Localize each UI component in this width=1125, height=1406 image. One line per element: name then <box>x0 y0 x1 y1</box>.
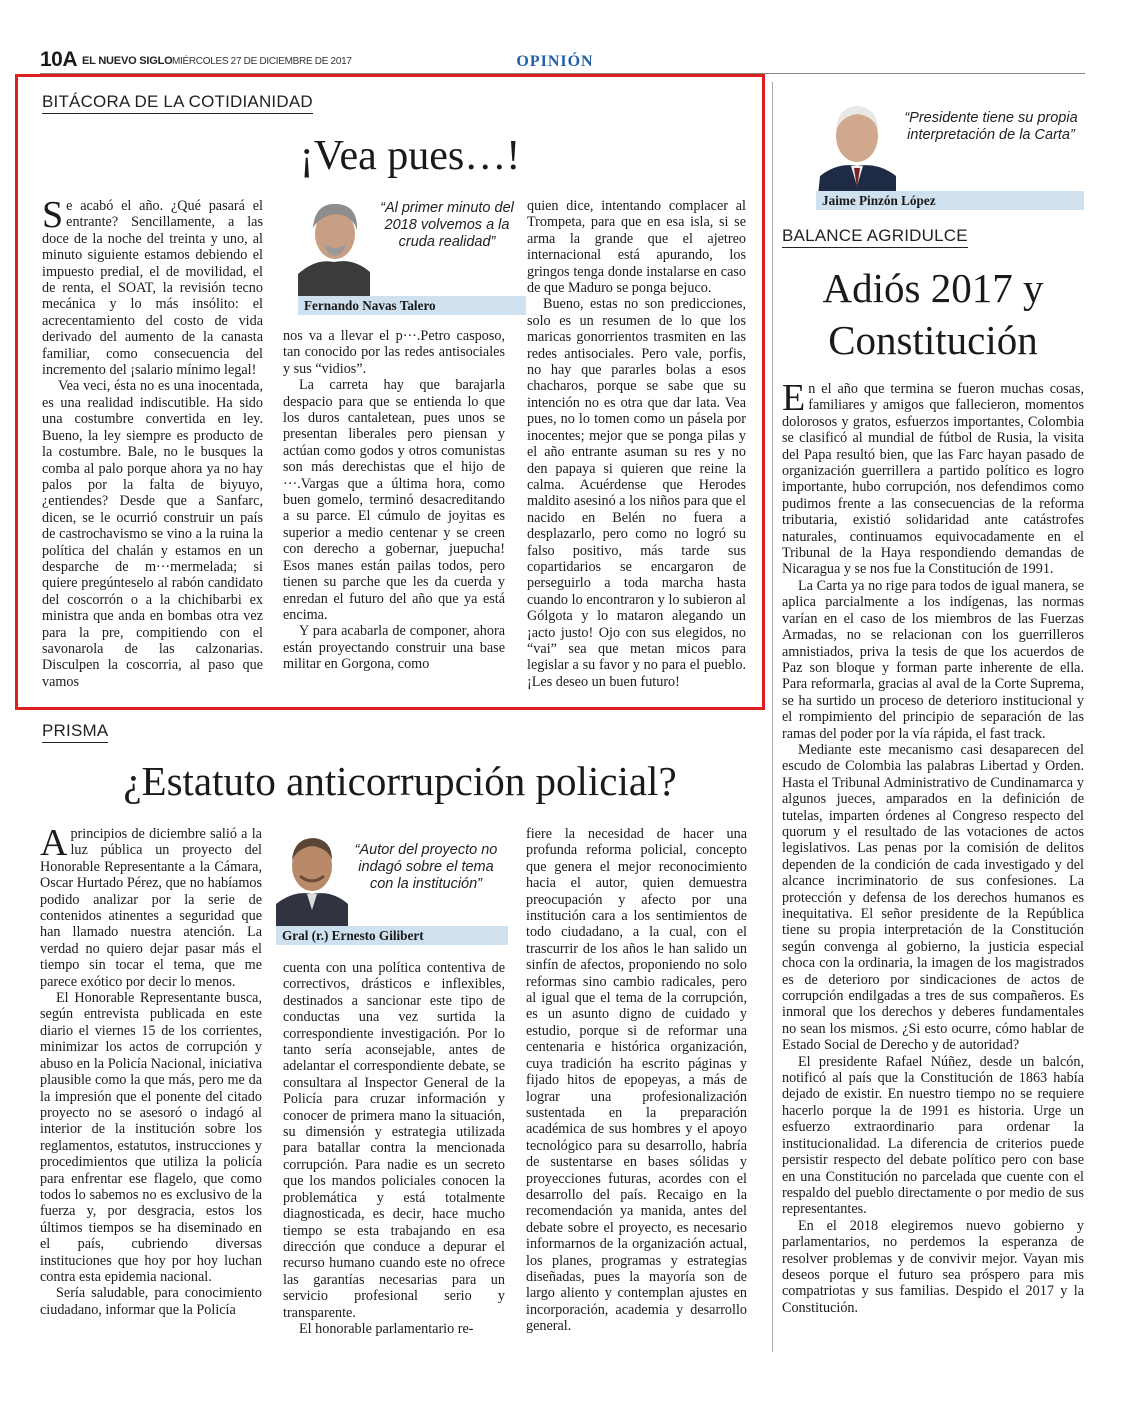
drop-cap: A <box>40 822 68 864</box>
article1-paragraph: La carreta hay que barajarla despacio para que se entienda lo que los duros cantaletean, pues unos se presentan liberales pero piensan y actúan como godos y otros comunistas son más derechistas que el hijo de ···.Vargas que a última hora, como buen gomelo, terminó desacreditando a su parce. El cúmulo de joyitas es superior a medio centenar y se creen con derecho a gobernar, juepucha! Esos manes están pailas todos, pero tienen su parche que les da cuerda y enredan el futuro del año que ya está encima. <box>283 377 505 623</box>
article2-paragraph: Sería saludable, para conocimiento ciudadano, informar que la Policía <box>40 1285 262 1318</box>
author-photo <box>816 96 898 196</box>
article3-title-line-1: Adiós 2017 y <box>822 265 1044 311</box>
article2-column-2 <box>283 960 505 1337</box>
article3-kicker: BALANCE AGRIDULCE <box>782 227 968 248</box>
article2-paragraph: El honorable parlamentario re- <box>299 1320 474 1337</box>
article1-paragraph: Bueno, estas no son predicciones, solo es un resumen de lo que los maricas gonorrientos trasmiten en las redes antisociales. Pero vale, porfis, no hay que pararles bolas a esos chacharos, porque se sabe que su intención no es otra que dar lata. Vea pues, no lo tomen como un pásela por inocentes; mejor que se ponga pilas y el año entrante asuman su res y no den papaya si quieren que reine la calma. Acuérdense que Herodes maldito asesinó a los niños para que el nacido en Belén no fuera a desplazarlo, pero como no logró su falso positivo, más tarde sus copartidarios se encargaron de perseguirlo a toda marcha hasta cuando lo encontraron y lo subieron al Gólgota y lo mataron alegando un ¡acto justo! Ojo con sus elegidos, no “vai” sea que metan micos para legislar a su favor y no para el pueblo. ¡Les deseo un buen futuro! <box>527 296 746 690</box>
article2-paragraph: A principios de diciembre salió a la luz pública un proyecto del Honorable Representante a la Cámara, Oscar Hurtado Pérez, que no habíamos podido analizar por la serie de contenidos atinentes a seguridad que han llamado nuestra atención. La verdad no quiero dejar pasar más el tiempo sin tocar el tema, que me parece exótico por decir lo menos. <box>40 822 262 990</box>
article1-paragraph: Se acabó el año. ¿Qué pasará el entrante? Sencillamente, a las doce de la noche del treinta y uno, al minuto siguiente estamos debiendo el impuesto predial, el de movilidad, el de renta, el SOAT, la revisión tecno mecánica y lo más insólito: el acrecentamiento del costo de vida derivado del aumento de la canasta familiar, como consecuencia del incremento del ¡salario mínimo legal! <box>42 194 263 379</box>
section-title: OPINIÓN <box>516 53 594 70</box>
article2-column-3 <box>526 826 747 1335</box>
article3-column <box>782 377 1084 1316</box>
author-photo <box>276 826 348 926</box>
article1-paragraph: nos va a llevar el p···.Petro casposo, tan conocido por las redes antisociales y sus “vidios”. <box>283 328 505 377</box>
article1-paragraph: Y para acabarla de componer, ahora están proyectando construir una base militar en Gorgona, como <box>283 623 505 673</box>
article1-author: Fernando Navas Talero <box>298 296 526 315</box>
article2-paragraph: El Honorable Representante busca, según entrevista publicada en este diario el viernes 15 de los corrientes, minimizar los actos de corrupción y abuso en la Policía Nacional, iniciativa plausible como la que más, pero me da la impresión que el ponente del citado proyecto no se asesoró o indagó al interior de la institución sobre los reglamentos, estatutos, instrucciones y procedimientos que utiliza la policía para enfrentar ese flagelo, que como todos lo sabemos no es exclusivo de la fuerza y, por desgracia, estos los últimos tiempos se ha diseminado en el país, cubriendo diversas instituciones que hoy por hoy luchan contra esta epidemia nacional. <box>40 990 262 1285</box>
article3-paragraph: En el 2018 elegiremos nuevo gobierno y parlamentarios, no perdemos la esperanza de resolver problemas y de convivir mejor. Vayan mis deseos porque el futuro sea próspero para mis compatriotas y sus familias. Despido el 2017 y la Constitución. <box>782 1217 1084 1316</box>
article2-title: ¿Estatuto anticorrupción policial? <box>123 758 677 804</box>
article2-pull-quote: “Autor del proyecto no indagó sobre el tema con la institución” <box>354 842 498 892</box>
article3-title-line-2: Constitución <box>828 317 1038 363</box>
column-divider <box>772 82 773 1352</box>
article1-title: ¡Vea pues…! <box>299 133 521 179</box>
newspaper-name: EL NUEVO SIGLO <box>82 55 173 67</box>
drop-cap: S <box>42 194 64 236</box>
article2-column-1 <box>40 822 262 1318</box>
article2-paragraph: cuenta con una política contentiva de correctivos, drásticos e inflexibles, destinados a sancionar este tipo de conductas una vez surtida la correspondiente investigación. Por lo tanto sería aconsejable, antes de adelantar el correspondiente debate, se consultara al Inspector General de la Policía para cruzar información y conocer de primera mano la situación, su dimensión y estrategia utilizada para batallar contra la mencionada corrupción. Para nadie es un secreto que los mandos policiales conocen la problemática y está totalmente diagnosticada, es decir, hace mucho tiempo se esta trabajando en esa dirección que conduce a depurar el recurso humano cuando este no ofrece las garantías necesarias para un servicio profesional serio y transparente. <box>283 960 505 1321</box>
article2-kicker: PRISMA <box>42 722 108 743</box>
article2-paragraph: fiere la necesidad de hacer una profunda reforma policial, concepto que genera el mejor reconocimiento hacia el autor, quien demuestra preocupación y afecto por una institución cara a los sentimientos de todo ciudadano, a la cual, con el trascurrir de los años le han salido un sinfín de afectos, proponiendo no solo reformas sino cambio radicales, pero al igual que el tema de la corrupción, es un asunto digno de cuidado y estudio, porque si de reformar una centenaria e histórica organización, cuya tradición ha escrito páginas y fijado hitos de epopeyas, a más de lograr una profesionalización sustentada en la preparación académica de sus hombres y el apoyo tecnológico para su desarrollo, habría de sustentarse en bases sólidas y proyecciones futuras, acordes con el desarrollo del país. Recaigo en la recomendación ya manida, antes del debate sobre el proyecto, es necesario informarnos de la organización actual, los planes, programas y estrategias diseñadas, pues la mayoría son de largo aliento y contemplan ajustes en incorporación, academia y desarrollo general. <box>526 826 747 1335</box>
article1-column-2 <box>283 328 505 673</box>
article3-pull-quote: “Presidente tiene su propia interpretación de la Carta” <box>904 110 1078 143</box>
article3-paragraph: La Carta ya no rige para todos de igual manera, se aplica parcialmente a los indígenas, las normas varían en el caso de los miembros de las Fuerzas Armadas, no se relacionan con los guerrilleros amnistiados, priva la tesis de que los acuerdos de Paz son bloque y forman parte inherente de ella. Para reformarla, gracias al aval de la Corte Suprema, se ha surtido un proceso de deterioro institucional y el rompimiento del principio de separación de las ramas del poder por la vía rápida, el fast track. <box>782 577 1084 742</box>
article3-paragraph: En el año que termina se fueron muchas cosas, familiares y amigos que fallecieron, momentos dolorosos y gratos, esfuerzos importantes, Colombia se clasificó al mundial de fútbol de Rusia, la visita del Papa resultó bien, que las Farc hayan pasado de organización guerrillera a partido político es logro importante, hubo corrupción, nos defendimos como pudimos frente a las consecuencias de la reforma tributaria, existió solidaridad ante catástrofes naturales, continuamos equivocadamente en el Tribunal de la Haya respondiendo demandas de Nicaragua y se nos fue la Constitución de 1991. <box>782 377 1084 578</box>
article3-paragraph: El presidente Rafael Núñez, desde un balcón, notificó al país que la Constitución de 1863 había dejado de existir. En nuestro tiempo no se requiere hacerlo porque la de 1991 es historia. Urge un esfuerzo extraordinario para ordenar la institucionalidad. La diferencia de criterios puede persistir respecto del debate político pero con base en una Constitución no parcelada que cuente con el respaldo del pueblo directamente o por medio de sus representantes. <box>782 1053 1084 1218</box>
edition-date: MIÉRCOLES 27 DE DICIEMBRE DE 2017 <box>172 56 352 67</box>
article2-author: Gral (r.) Ernesto Gilibert <box>276 926 508 945</box>
article1-paragraph: quien dice, intentando complacer al Trompeta, para que en esa isla, si se arma la grande que el ajetreo internacional está apurando, los gringos tenga donde instalarse en caso de que Maduro se ponga bejuco. <box>527 198 746 297</box>
drop-cap: E <box>782 377 806 419</box>
article1-kicker: BITÁCORA DE LA COTIDIANIDAD <box>42 93 313 114</box>
article3-paragraph: Mediante este mecanismo casi desaparecen del escudo de Colombia las palabras Libertad y Orden. Hasta el Tribunal Administrativo de Cundinamarca y algunos jueces, amparados en la definición de tutelas, imparten órdenes al Congreso respecto del quorum y el resultado de las votaciones de actos legislativos. Las penas por la comisión de delitos dependen de la condición de cada investigado y del alcance incriminatorio de sus confesiones. La protección y defensa de los derechos humanos es inequitativa. El señor presidente de la República tiene su propia interpretación de la Constitución según convenga al gobierno, la justicia especial choca con la ordinaria, la imagen de los magistrados es de deterioro por sindicaciones de actos de corrupción endilgadas a tres de sus compañeros. Es inmoral que los derechos y deberes fundamentales no sean los mismos. ¿Si esto ocurre, cómo hablar de Estado Social de Derecho y de autoridad? <box>782 741 1084 1054</box>
article1-pull-quote: “Al primer minuto del 2018 volvemos a la cruda realidad” <box>380 200 514 250</box>
article3-author: Jaime Pinzón López <box>816 191 1084 210</box>
article1-column-3 <box>527 198 746 690</box>
page-number: 10A <box>40 48 78 71</box>
article1-paragraph: Vea veci, ésta no es una inocentada, es una realidad indiscutible. Ha sido una costumbre convertida en ley. Bueno, la ley siempre es producto de la costumbre. Bale, no le busques la comba al palo porque ahora ya no hay palos por la falta de biyuyo, ¿entiendes? Desde que a Sanfarc, dicen, se le ocurrió construir un país de castrochavismo se vino a la ruina la política del chalán y estamos en un desparche de m···mermelada; si quiere pregúnteselo al rabón candidato del coscorrón o a la chichibarbi ex ministra que anda en bombas otra vez para la pre, compitiendo con el savonarola de las calzonarias. Disculpen la coscorria, al paso que vamos <box>42 378 263 690</box>
author-portrait-icon <box>816 96 898 196</box>
author-portrait-icon <box>276 826 348 926</box>
author-portrait-icon <box>298 192 370 296</box>
article1-column-1 <box>42 194 263 690</box>
author-photo <box>298 192 370 296</box>
